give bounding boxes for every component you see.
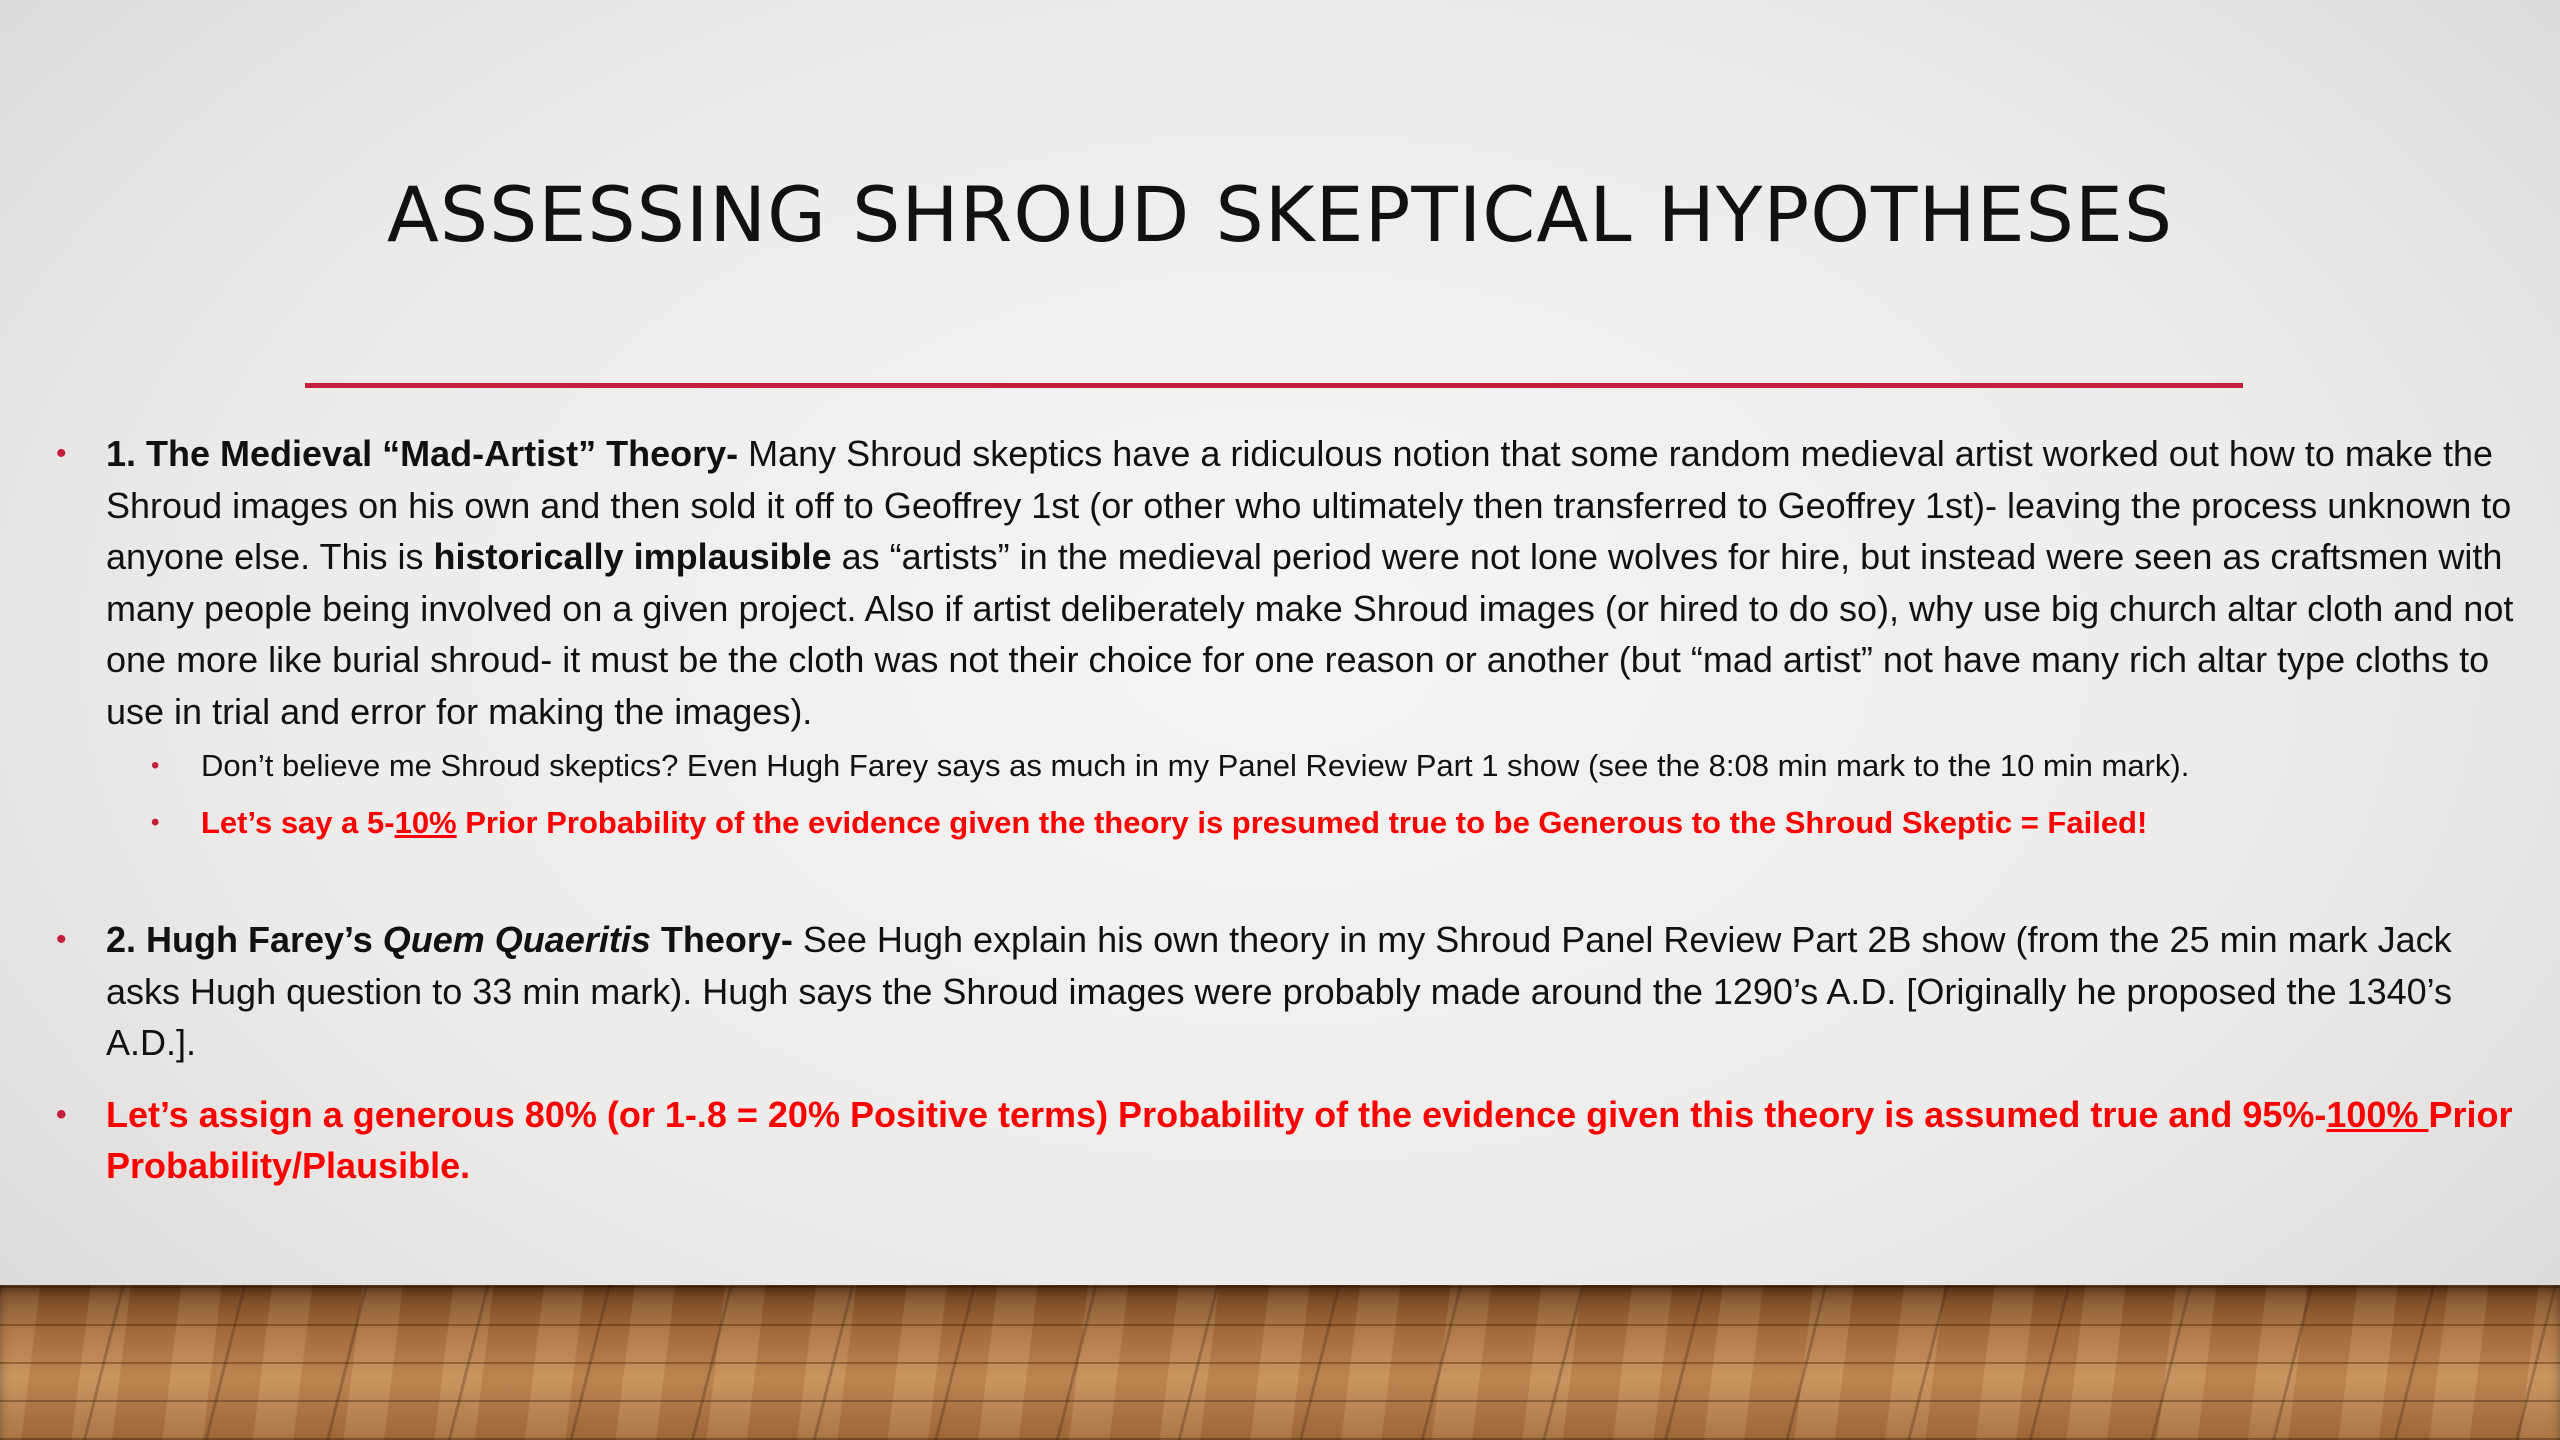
point-1-text-a: Many Shroud skeptics have a ridiculous notion that some random medieval artist worked out how to make the Shroud images on his own and then sold it off to Geoffrey 1st (or other who ultimately then transferred to Geoffrey 1st)- leaving the process unknown to anyone else. This is — [106, 433, 2512, 577]
point-2-heading-a: 2. Hugh Farey’s — [106, 919, 383, 960]
point-3-underlined: 100% — [2326, 1093, 2429, 1135]
bullet-point-2 — [48, 914, 2528, 1069]
bullet-icon: • — [56, 437, 67, 470]
sub-bullet-2 — [48, 794, 2528, 851]
bullet-point-3 — [48, 1089, 2528, 1192]
sub-bullet-1 — [48, 737, 2528, 794]
point-1-emphasis: historically implausible — [433, 536, 832, 577]
point-3-text-b: Prior Probability/Plausible. — [106, 1093, 2513, 1186]
point-1-text-b: as “artists” in the medieval period were not lone wolves for hire, but instead were seen as craftsmen with many people being involved on a given project. Also if artist deliberately make Shroud images (or hired to do so), why use big church altar cloth and not one more like burial shroud- it must be the cloth was not their choice for one reason or another (but “mad artist” not have many rich altar type cloths to use in trial and error for making the images). — [106, 536, 2514, 732]
title-divider — [305, 383, 2243, 388]
bullet-point-1 — [48, 428, 2528, 737]
point-2-text: See Hugh explain his own theory in my Shroud Panel Review Part 2B show (from the 25 min mark Jack asks Hugh question to 33 min mark). Hugh says the Shroud images were probably made around the 1290’s A.D. [Originally he proposed the 1340’s A.D.]. — [106, 919, 2453, 1063]
bullet-icon: • — [151, 809, 160, 836]
sub-bullet-2-underlined: 10% — [394, 805, 457, 840]
bullet-icon: • — [56, 1097, 67, 1131]
point-2-heading-b: Theory- — [650, 919, 793, 960]
sub-bullet-2-text-a: Let’s say a 5- — [201, 805, 395, 840]
point-3-text-a: Let’s assign a generous 80% (or 1-.8 = 20% Positive terms) Probability of the evidence given this theory is assumed true and 95%- — [106, 1093, 2327, 1135]
bullet-icon: • — [56, 923, 67, 956]
bullet-icon: • — [151, 752, 160, 779]
slide-body — [48, 428, 2528, 1192]
point-1-heading: 1. The Medieval “Mad-Artist” Theory- — [106, 433, 739, 474]
slide-title: ASSESSING SHROUD SKEPTICAL HYPOTHESES — [386, 170, 2174, 259]
point-2-heading-italic: Quem Quaeritis — [382, 919, 651, 960]
wooden-floor-background — [0, 1285, 2560, 1440]
sub-bullet-1-text: Don’t believe me Shroud skeptics? Even Hugh Farey says as much in my Panel Review Part 1 show (see the 8:08 min mark to the 10 min mark). — [201, 748, 2190, 783]
sub-bullet-2-text-b: Prior Probability of the evidence given the theory is presumed true to be Generous to the Shroud Skeptic = Failed! — [456, 805, 2148, 840]
